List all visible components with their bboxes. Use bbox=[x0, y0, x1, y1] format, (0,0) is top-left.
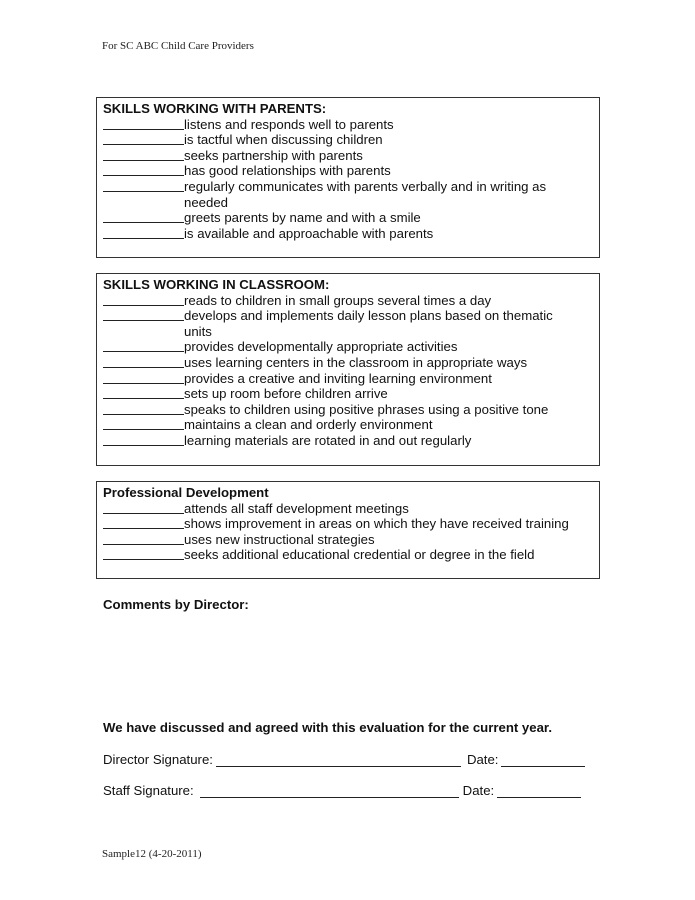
rating-blank[interactable] bbox=[103, 501, 184, 514]
staff-date-field[interactable] bbox=[497, 783, 581, 798]
section-title: SKILLS WORKING IN CLASSROOM: bbox=[103, 277, 330, 292]
rating-blank[interactable] bbox=[103, 293, 184, 306]
item-text: uses new instructional strategies bbox=[184, 531, 375, 547]
director-signature-field[interactable] bbox=[216, 752, 461, 767]
item-text: reads to children in small groups several times a day bbox=[184, 292, 492, 308]
checklist-item bbox=[103, 339, 593, 355]
rating-blank[interactable] bbox=[103, 417, 184, 430]
rating-blank[interactable] bbox=[103, 371, 184, 384]
item-text: provides developmentally appropriate activities bbox=[184, 339, 458, 355]
rating-blank[interactable] bbox=[103, 163, 184, 176]
item-text: seeks additional educational credential or degree in the field bbox=[184, 547, 535, 563]
item-text: greets parents by name and with a smile bbox=[184, 210, 421, 226]
section-title: SKILLS WORKING WITH PARENTS: bbox=[103, 101, 327, 116]
rating-blank[interactable] bbox=[103, 179, 184, 192]
checklist-item bbox=[103, 117, 593, 133]
rating-blank[interactable] bbox=[103, 516, 184, 529]
item-text: speaks to children using positive phrases using a positive tone bbox=[184, 401, 549, 417]
item-text: regularly communicates with parents verbally and in writing as needed bbox=[184, 178, 547, 210]
section-professional-development bbox=[96, 481, 600, 579]
section-classroom bbox=[96, 273, 600, 466]
item-text: shows improvement in areas on which they have received training bbox=[184, 516, 569, 532]
item-text: is tactful when discussing children bbox=[184, 132, 383, 148]
checklist-item bbox=[103, 163, 593, 179]
checklist-item bbox=[103, 402, 593, 418]
item-text: learning materials are rotated in and out regularly bbox=[184, 432, 472, 448]
item-text: uses learning centers in the classroom in appropriate ways bbox=[184, 354, 528, 370]
rating-blank[interactable] bbox=[103, 547, 184, 560]
checklist-item bbox=[103, 547, 593, 563]
checklist-item bbox=[103, 386, 593, 402]
checklist-item bbox=[103, 132, 593, 148]
staff-date-label: Date: bbox=[462, 783, 495, 798]
item-text: provides a creative and inviting learning environment bbox=[184, 370, 492, 386]
checklist-item bbox=[103, 417, 593, 433]
rating-blank[interactable] bbox=[103, 355, 184, 368]
checklist-item bbox=[103, 516, 593, 532]
staff-signature-field[interactable] bbox=[200, 783, 459, 798]
rating-blank[interactable] bbox=[103, 308, 184, 321]
checklist-item bbox=[103, 226, 593, 242]
rating-blank[interactable] bbox=[103, 402, 184, 415]
checklist-item bbox=[103, 308, 593, 339]
rating-blank[interactable] bbox=[103, 132, 184, 145]
section-title: Professional Development bbox=[103, 485, 269, 500]
director-signature-row bbox=[103, 752, 585, 767]
director-signature-label: Director Signature: bbox=[103, 752, 213, 767]
section-parents bbox=[96, 97, 600, 258]
item-text: listens and responds well to parents bbox=[184, 116, 394, 132]
staff-signature-row bbox=[103, 783, 581, 798]
item-text: is available and approachable with parents bbox=[184, 225, 434, 241]
checklist-item bbox=[103, 148, 593, 164]
item-text: seeks partnership with parents bbox=[184, 147, 363, 163]
page-header: For SC ABC Child Care Providers bbox=[102, 40, 254, 52]
rating-blank[interactable] bbox=[103, 117, 184, 130]
checklist-item bbox=[103, 532, 593, 548]
item-text: sets up room before children arrive bbox=[184, 386, 388, 402]
item-text: has good relationships with parents bbox=[184, 163, 391, 179]
rating-blank[interactable] bbox=[103, 148, 184, 161]
checklist-item bbox=[103, 179, 593, 210]
rating-blank[interactable] bbox=[103, 210, 184, 223]
item-text: develops and implements daily lesson plans based on thematic units bbox=[184, 308, 553, 339]
checklist-item bbox=[103, 293, 593, 309]
checklist-item bbox=[103, 501, 593, 517]
checklist-item bbox=[103, 355, 593, 371]
rating-blank[interactable] bbox=[103, 433, 184, 446]
staff-signature-label: Staff Signature: bbox=[103, 783, 194, 798]
rating-blank[interactable] bbox=[103, 386, 184, 399]
item-text: maintains a clean and orderly environment bbox=[184, 417, 433, 433]
comments-label: Comments by Director: bbox=[103, 597, 249, 612]
page-footer: Sample12 (4-20-2011) bbox=[102, 848, 202, 860]
rating-blank[interactable] bbox=[103, 339, 184, 352]
checklist-item bbox=[103, 371, 593, 387]
agreement-statement: We have discussed and agreed with this evaluation for the current year. bbox=[103, 720, 552, 735]
item-text: attends all staff development meetings bbox=[184, 500, 409, 516]
rating-blank[interactable] bbox=[103, 226, 184, 239]
director-date-label: Date: bbox=[466, 752, 499, 767]
checklist-item bbox=[103, 433, 593, 449]
rating-blank[interactable] bbox=[103, 532, 184, 545]
checklist-item bbox=[103, 210, 593, 226]
director-date-field[interactable] bbox=[501, 752, 585, 767]
